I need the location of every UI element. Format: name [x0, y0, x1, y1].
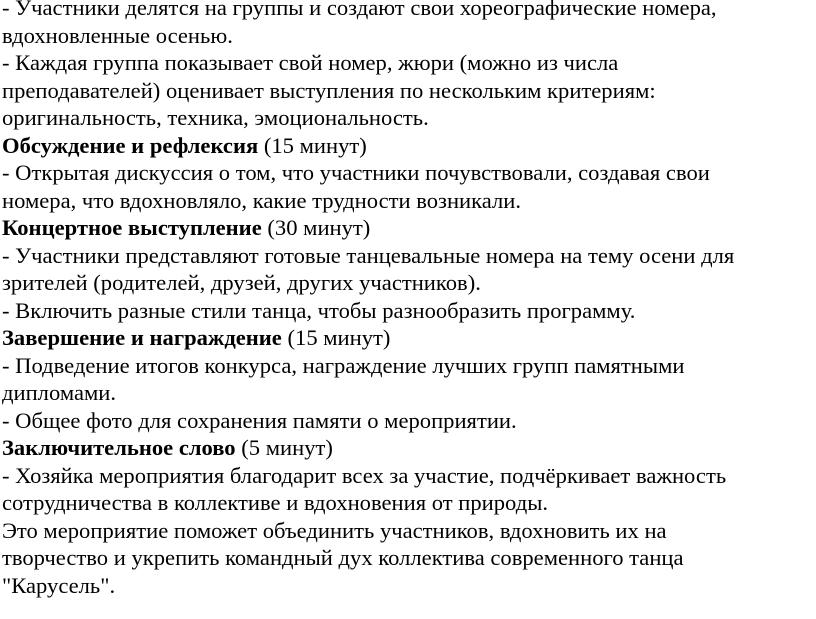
- text-line: творчество и укрепить командный дух коллектива современного танца: [2, 545, 684, 570]
- text-line: - Включить разные стили танца, чтобы разнообразить программу.: [2, 297, 636, 323]
- text-line: "Карусель".: [2, 572, 116, 598]
- section-heading-title: Концертное выступление: [2, 215, 262, 240]
- text-line: - Участники представляют готовые танцевальные номера на тему осени для: [2, 242, 735, 268]
- section-heading: [2, 434, 816, 462]
- text-line: - Участники делятся на группы и создают свои хореографические номера,: [2, 0, 717, 20]
- section-heading-duration: (15 минут): [281, 325, 391, 350]
- text-line: оригинальность, техника, эмоциональность.: [2, 105, 429, 130]
- section-heading-title: Завершение и награждение: [2, 325, 282, 350]
- text-line: дипломами.: [2, 380, 117, 405]
- section-heading-duration: (5 минут): [235, 435, 333, 460]
- text-line: Это мероприятие поможет объединить участников, вдохновить их на: [2, 517, 667, 543]
- text-line: вдохновленные осенью.: [2, 22, 233, 48]
- text-line: - Каждая группа показывает свой номер, жюри (можно из числа: [2, 50, 619, 75]
- text-line: сотрудничества в коллективе и вдохновения от природы.: [2, 490, 549, 515]
- text-line: преподавателей) оценивает выступления по нескольким критериям:: [2, 77, 656, 103]
- section-heading: [2, 324, 816, 352]
- section-heading-title: Обсуждение и рефлексия: [2, 132, 259, 158]
- section-heading: [2, 132, 816, 160]
- text-line: - Хозяйка мероприятия благодарит всех за участие, подчёркивает важность: [2, 462, 727, 488]
- section-heading-duration: (15 минут): [258, 132, 367, 158]
- text-line: - Подведение итогов конкурса, награждение лучших групп памятными: [2, 352, 685, 378]
- text-line: номера, что вдохновляло, какие трудности возникали.: [2, 187, 522, 213]
- text-line: - Открытая дискуссия о том, что участники почувствовали, создавая свои: [2, 160, 710, 185]
- text-line: зрителей (родителей, друзей, других участников).: [2, 270, 481, 295]
- document-body: [2, 0, 816, 605]
- section-heading-duration: (30 минут): [261, 215, 371, 240]
- text-line: - Общее фото для сохранения памяти о мероприятии.: [2, 407, 517, 433]
- section-heading: [2, 214, 816, 242]
- section-heading-title: Заключительное слово: [2, 435, 236, 460]
